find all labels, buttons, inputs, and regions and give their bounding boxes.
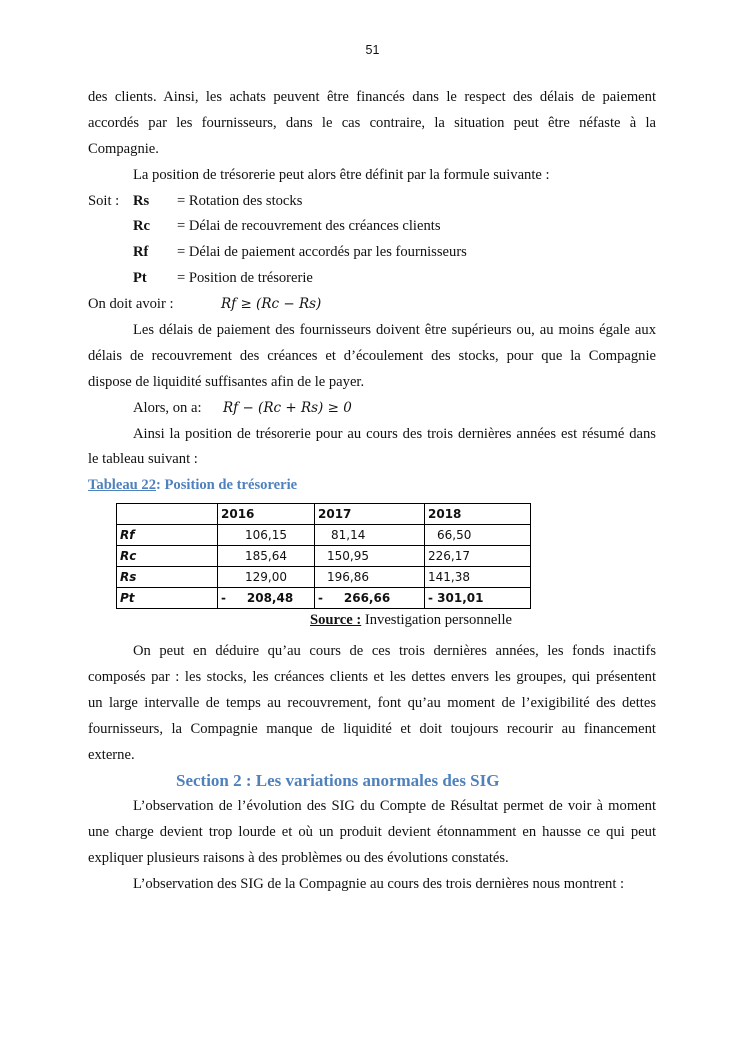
cell: - 208,48 xyxy=(218,588,315,609)
text-line: composés par : les stocks, les créances clients et les dettes envers les groupes, qui présentent xyxy=(88,668,656,685)
definition-key: Rs xyxy=(133,192,150,209)
source-text: Investigation personnelle xyxy=(361,612,512,628)
definition-key: Rf xyxy=(133,244,149,261)
text-line: une charge devient trop lourde et où un produit devient étonnamment en hausse ce qui peut xyxy=(88,824,656,841)
cell: - 266,66 xyxy=(315,588,425,609)
row-label: Rf xyxy=(117,525,218,546)
table-row xyxy=(117,546,531,567)
text-line: un large intervalle de temps au recouvrement, font qu’au moment de l’exigibilité des dettes xyxy=(88,694,656,711)
table-row-total xyxy=(117,588,531,609)
text-line: accordés par les fournisseurs, dans le cas contraire, la situation peut être néfaste à la xyxy=(88,114,656,131)
text-line: Les délais de paiement des fournisseurs doivent être supérieurs ou, au moins égale aux xyxy=(133,322,656,339)
definition-pt xyxy=(88,266,656,292)
definition-text: = Position de trésorerie xyxy=(177,270,313,287)
condition-label: Alors, on a: xyxy=(133,399,202,416)
text-line: On peut en déduire qu’au cours de ces trois dernières années, les fonds inactifs xyxy=(133,643,656,659)
text-line: le tableau suivant : xyxy=(88,451,198,468)
cell: 150,95 xyxy=(315,546,425,567)
text-line: expliquer plusieurs raisons à des problèmes ou des évolutions constatés. xyxy=(88,850,509,867)
definition-rs xyxy=(88,189,656,215)
cell: 226,17 xyxy=(425,546,531,567)
table-source xyxy=(310,608,512,634)
treasury-table xyxy=(116,503,531,609)
header-cell: 2018 xyxy=(425,504,531,525)
row-label: Rc xyxy=(117,546,218,567)
table-row xyxy=(117,567,531,588)
definition-text: = Délai de recouvrement des créances clients xyxy=(177,218,441,235)
definition-rf xyxy=(88,240,656,266)
definition-lead: Soit : xyxy=(88,192,120,209)
row-label: Rs xyxy=(117,567,218,588)
text-line: des clients. Ainsi, les achats peuvent être financés dans le respect des délais de paiement xyxy=(88,89,656,105)
cell: 141,38 xyxy=(425,567,531,588)
table-ref-link[interactable]: Tableau 22 xyxy=(88,477,156,494)
body-top xyxy=(88,85,656,499)
text-line: Ainsi la position de trésorerie pour au cours des trois dernières années est résumé dans xyxy=(133,425,656,442)
text-line: délais de recouvrement des créances et d’écoulement des stocks, pour que la Compagnie xyxy=(88,347,656,364)
text-line: L’observation des SIG de la Compagnie au cours des trois dernières nous montrent : xyxy=(133,876,625,893)
table-header-row xyxy=(117,504,531,525)
header-cell: 2017 xyxy=(315,504,425,525)
definition-text: = Rotation des stocks xyxy=(177,192,303,209)
definition-key: Rc xyxy=(133,218,151,235)
source-label: Source : xyxy=(310,612,362,628)
cell: 129,00 xyxy=(218,567,315,588)
table-caption xyxy=(88,473,656,499)
cell: 196,86 xyxy=(315,567,425,588)
condition xyxy=(88,292,656,318)
text-line: Compagnie. xyxy=(88,140,159,157)
cell: - 301,01 xyxy=(425,588,531,609)
condition-formula: Rf − (Rc + Rs) ≥ 0 xyxy=(223,399,352,416)
row-label: Pt xyxy=(117,588,218,609)
definition-key: Pt xyxy=(133,270,147,287)
text-line: La position de trésorerie peut alors être définit par la formule suivante : xyxy=(133,166,550,183)
cell: 81,14 xyxy=(315,525,425,546)
condition-label: On doit avoir : xyxy=(88,296,174,313)
table-row xyxy=(117,525,531,546)
condition-formula: Rf ≥ (Rc − Rs) xyxy=(221,296,322,313)
header-cell: 2016 xyxy=(218,504,315,525)
header-cell xyxy=(117,504,218,525)
body-bottom xyxy=(88,639,656,898)
cell: 66,50 xyxy=(425,525,531,546)
cell: 185,64 xyxy=(218,546,315,567)
text-line: L’observation de l’évolution des SIG du Compte de Résultat permet de voir à moment xyxy=(133,798,656,815)
definition-text: = Délai de paiement accordés par les fournisseurs xyxy=(177,244,467,261)
table-caption-text: : Position de trésorerie xyxy=(156,477,298,494)
text-line: dispose de liquidité suffisantes afin de le payer. xyxy=(88,373,365,390)
page-number: 51 xyxy=(365,43,380,57)
section-heading: Section 2 : Les variations anormales des SIG xyxy=(176,771,500,791)
text-line: fournisseurs, la Compagnie manque de liquidité et doit toujours recourir au financement xyxy=(88,720,656,737)
condition-2 xyxy=(88,396,656,422)
cell: 106,15 xyxy=(218,525,315,546)
definition-rc xyxy=(88,214,656,240)
text-line: externe. xyxy=(88,746,135,763)
